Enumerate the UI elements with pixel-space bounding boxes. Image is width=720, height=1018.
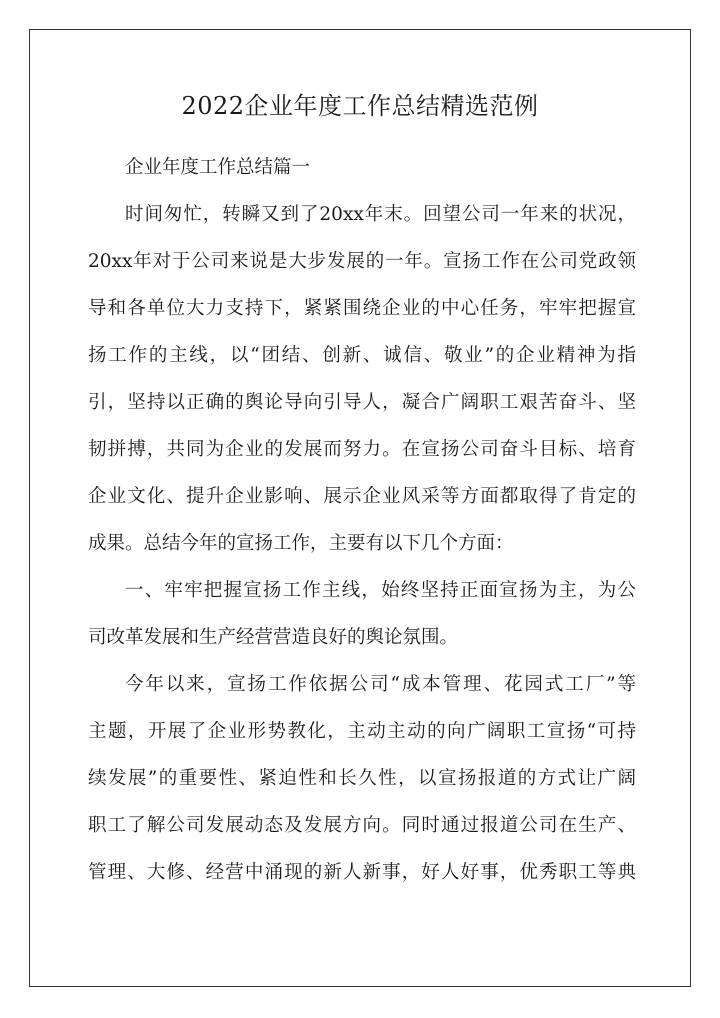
document-body	[88, 148, 636, 900]
text-line: 引，坚持以正确的舆论导向引导人，凝合广阔职工艰苦奋斗、坚	[88, 392, 636, 413]
text-line: 扬工作的主线，以“团结、创新、诚信、敬业”的企业精神为指	[88, 345, 636, 366]
text-line: 导和各单位大力支持下，紧紧围绕企业的中心任务，牢牢把握宣	[88, 298, 636, 319]
text-line: 管理、大修、经营中涌现的新人新事，好人好事，优秀职工等典	[88, 862, 636, 883]
text-line: 今年以来，宣扬工作依据公司“成本管理、花园式工厂”等	[125, 674, 636, 695]
text-line: 司改革发展和生产经营营造良好的舆论氛围。	[88, 627, 459, 648]
text-line: 20xx年对于公司来说是大步发展的一年。宣扬工作在公司党政领	[88, 251, 636, 272]
text-line: 企业年度工作总结篇一	[125, 157, 311, 178]
text-line: 主题，开展了企业形势教化，主动主动的向广阔职工宣扬“可持	[88, 721, 636, 742]
text-line: 成果。总结今年的宣扬工作，主要有以下几个方面：	[88, 533, 514, 554]
text-line: 企业文化、提升企业影响、展示企业风采等方面都取得了肯定的	[88, 486, 636, 507]
text-line: 一、牢牢把握宣扬工作主线，始终坚持正面宣扬为主，为公	[125, 580, 636, 601]
text-line: 时间匆忙，转瞬又到了20xx年末。回望公司一年来的状况，	[125, 204, 636, 225]
document-title: 2022企业年度工作总结精选范例	[181, 92, 539, 120]
text-line: 韧拼搏，共同为企业的发展而努力。在宣扬公司奋斗目标、培育	[88, 439, 636, 460]
text-line: 职工了解公司发展动态及发展方向。同时通过报道公司在生产、	[88, 815, 636, 836]
text-line: 续发展”的重要性、紧迫性和长久性，以宣扬报道的方式让广阔	[88, 768, 636, 789]
